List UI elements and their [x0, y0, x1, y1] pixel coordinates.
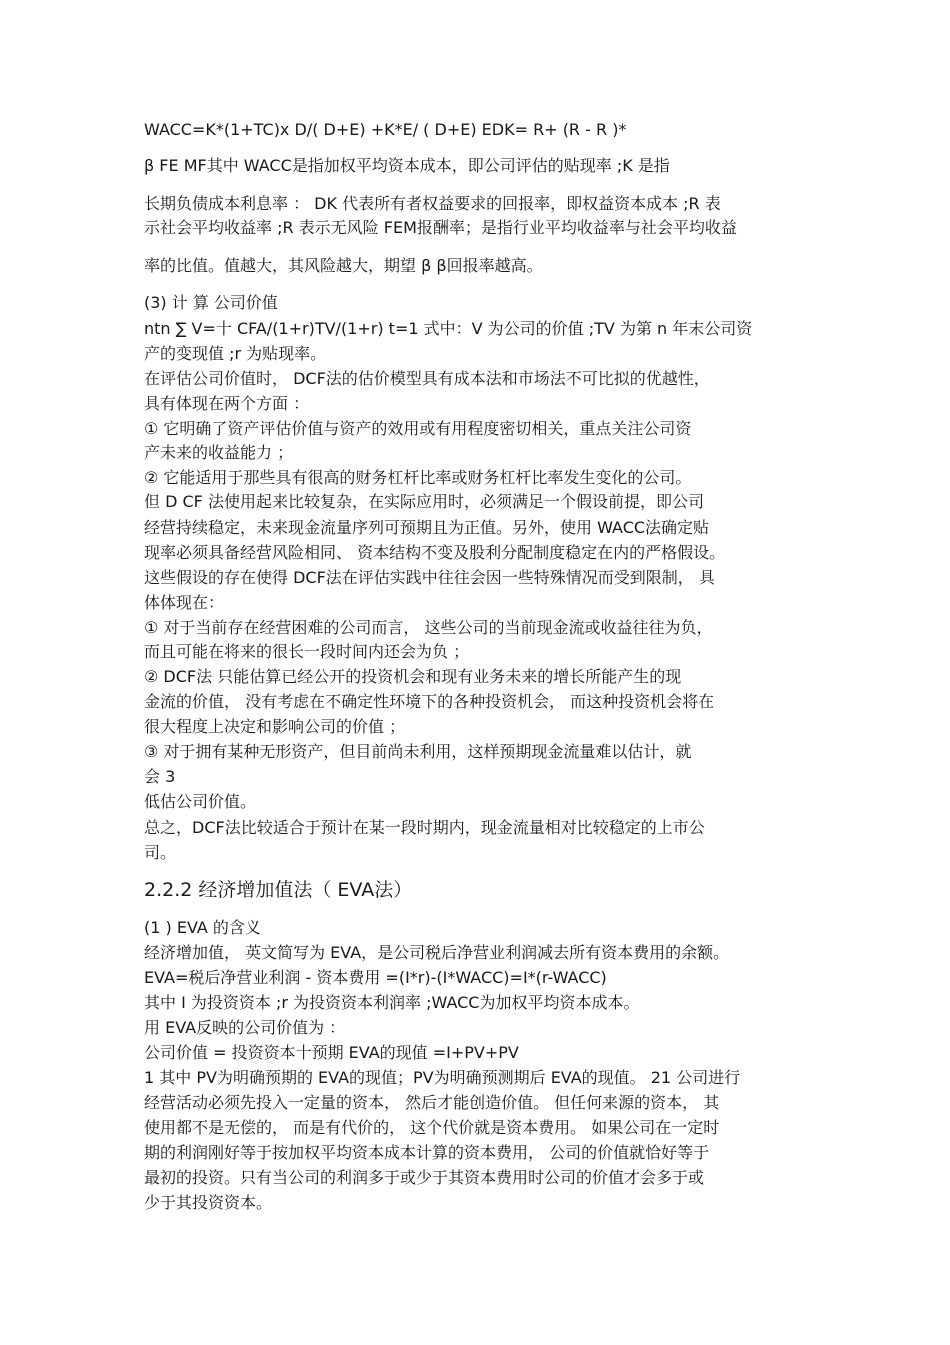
list-item: ③ 对于拥有某种无形资产，但目前尚未利用，这样预期现金流量难以估计，就 — [144, 742, 692, 761]
value-formula-line: ntn ∑ V=十 CFA/(1+r)TV/(1+r) t=1 式中：V 为公司的价值 ;TV 为第 n 年末公司资 — [144, 319, 753, 338]
body-text-line: 经营活动必须先投入一定量的资本， 然后才能创造价值。 但任何来源的资本， 其 — [144, 1093, 720, 1112]
subsection-label: (1 ) EVA 的含义 — [144, 918, 261, 937]
body-text-line: 金流的价值， 没有考虑在不确定性环境下的各种投资机会， 而这种投资机会将在 — [144, 692, 715, 711]
body-text-line: 总之，DCF法比较适合于预计在某一段时期内，现金流量相对比较稳定的上市公 — [144, 818, 705, 837]
wacc-definition-line: β FE MF其中 WACC是指加权平均资本成本，即公司评估的贴现率 ;K 是指 — [144, 156, 670, 175]
body-text-line: 产未来的收益能力 ； — [144, 443, 294, 462]
body-text-line: 在评估公司价值时， DCF法的估价模型具有成本法和市场法不可比拟的优越性， — [144, 369, 710, 388]
body-text-line: 现率必须具备经营风险相同、 资本结构不变及股利分配制度稳定在内的严格假设。 — [144, 543, 726, 562]
body-text-line: 很大程度上决定和影响公司的价值 ； — [144, 717, 406, 736]
body-text-line: 最初的投资。只有当公司的利润多于或少于其资本费用时公司的价值才会多于或 — [144, 1168, 705, 1187]
list-item: ① 它明确了资产评估价值与资产的效用或有用程度密切相关，重点关注公司资 — [144, 419, 692, 438]
body-text-line: 司。 — [144, 843, 177, 862]
body-text-line: 而且可能在将来的很长一段时间内还会为负 ； — [144, 642, 470, 661]
body-text-line: 具有体现在两个方面 ： — [144, 394, 310, 413]
body-text-line: 产的变现值 ;r 为贴现率。 — [144, 344, 327, 363]
eva-formula-line: EVA=税后净营业利润 - 资本费用 =(I*r)-(I*WACC)=I*(r-WACC) — [144, 968, 607, 987]
body-text-line: 率的比值。值越大，其风险越大，期望 β β回报率越高。 — [144, 256, 543, 275]
list-item: ② DCF法 只能估算已经公开的投资机会和现有业务未来的增长所能产生的现 — [144, 667, 682, 686]
body-text-line: 会 3 — [144, 767, 176, 786]
body-text-line: 少于其投资资本。 — [144, 1193, 273, 1212]
list-item: ① 对于当前存在经营困难的公司而言， 这些公司的当前现金流或收益往往为负， — [144, 618, 713, 637]
body-text-line: 体体现在： — [144, 593, 225, 612]
body-text-line: 1 其中 PV为明确预期的 EVA的现值；PV为明确预测期后 EVA的现值。 21 公司进行 — [144, 1068, 741, 1087]
body-text-line: 经营持续稳定，未来现金流量序列可预期且为正值。另外，使用 WACC法确定贴 — [144, 518, 710, 537]
body-text-line: 使用都不是无偿的， 而是有代价的， 这个代价就是资本费用。 如果公司在一定时 — [144, 1118, 720, 1137]
subsection-label: (3) 计 算 公司价值 — [144, 293, 278, 312]
body-text-line: 经济增加值， 英文简写为 EVA，是公司税后净营业利润减去所有资本费用的余额。 — [144, 943, 730, 962]
body-text-line: 用 EVA反映的公司价值为 ： — [144, 1018, 346, 1037]
body-text-line: 长期负债成本利息率 ： DK 代表所有者权益要求的回报率，即权益资本成本 ;R 表 — [144, 194, 721, 213]
body-text-line: 但 D CF 法使用起来比较复杂，在实际应用时，必须满足一个假设前提，即公司 — [144, 492, 704, 511]
section-heading: 2.2.2 经济增加值法（ EVA法） — [144, 879, 413, 901]
body-text-line: 这些假设的存在使得 DCF法在评估实践中往往会因一些特殊情况而受到限制， 具 — [144, 568, 715, 587]
company-value-formula-line: 公司价值 = 投资资本十预期 EVA的现值 =I+PV+PV — [144, 1043, 519, 1062]
body-text-line: 其中 I 为投资资本 ;r 为投资资本利润率 ;WACC为加权平均资本成本。 — [144, 993, 640, 1012]
body-text-line: 示社会平均收益率 ;R 表示无风险 FEM报酬率；是指行业平均收益率与社会平均收益 — [144, 218, 737, 237]
wacc-formula-line: WACC=K*(1+TC)x D/( D+E) +K*E/ ( D+E) EDK= R+ (R - R )* — [144, 120, 627, 139]
list-item: ② 它能适用于那些具有很高的财务杠杆比率或财务杠杆比率发生变化的公司。 — [144, 468, 692, 487]
body-text-line: 期的利润刚好等于按加权平均资本成本计算的资本费用， 公司的价值就恰好等于 — [144, 1143, 710, 1162]
body-text-line: 低估公司价值。 — [144, 792, 257, 811]
